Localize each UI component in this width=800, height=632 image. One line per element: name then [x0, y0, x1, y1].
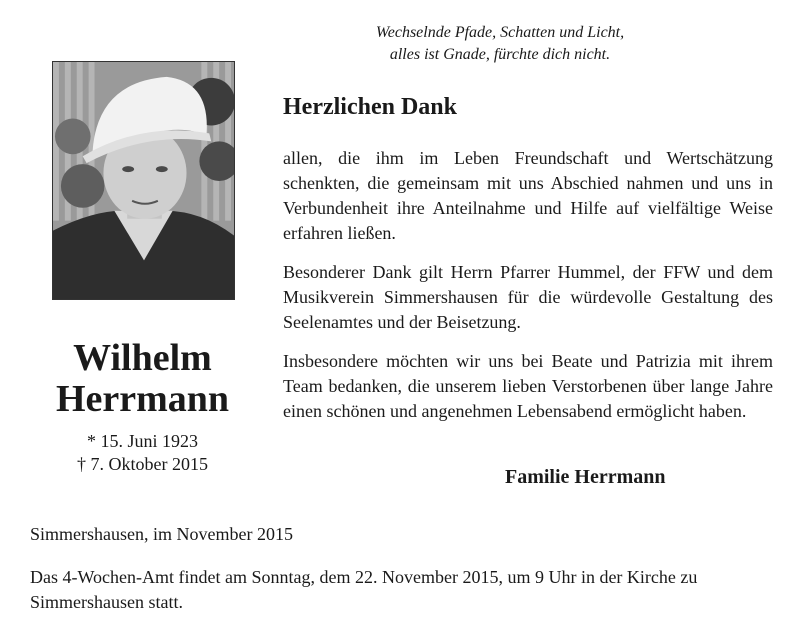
portrait-photo-drawing [53, 62, 234, 299]
birth-date: * 15. Juni 1923 [86, 431, 198, 451]
thanks-paragraph-3: Insbesondere möchten wir uns bei Beate und Patrizia mit ihrem Team bedanken, die unserem lieben Verstorbenen über lange Jahre einen schönen und angenehmen Lebensabend ermöglicht haben. [283, 351, 773, 421]
thanks-heading: Herzlichen Dank [283, 94, 457, 120]
place-date: Simmershausen, im November 2015 [30, 524, 293, 544]
death-date: † 7. Oktober 2015 [77, 454, 208, 474]
family-signature: Familie Herrmann [505, 466, 666, 488]
thanks-paragraph-1: allen, die ihm im Leben Freundschaft und Wertschätzung schenkten, die gemeinsam mit uns Abschied nahmen und uns in Verbundenheit ihre Anteilnahme und Hilfe auf vielfältige Weise erfahren ließen. [283, 148, 773, 243]
deceased-name [30, 338, 255, 420]
last-name: Herrmann [55, 378, 230, 420]
first-name: Wilhelm [73, 337, 212, 379]
motto-line-1: Wechselnde Pfade, Schatten und Licht, [375, 24, 625, 41]
memorial-notice: Das 4-Wochen-Amt findet am Sonntag, dem 22. November 2015, um 9 Uhr in der Kirche zu Simmershausen statt. [30, 567, 698, 612]
motto-verse [330, 22, 670, 66]
thanks-body [283, 146, 773, 438]
portrait-photo [52, 61, 235, 300]
thanks-paragraph-2: Besonderer Dank gilt Herrn Pfarrer Hummel, der FFW und dem Musikverein Simmershausen für die würdevolle Gestaltung des Seelenamtes und der Beisetzung. [283, 262, 773, 332]
life-dates [30, 430, 255, 476]
motto-line-2: alles ist Gnade, fürchte dich nicht. [389, 46, 611, 63]
